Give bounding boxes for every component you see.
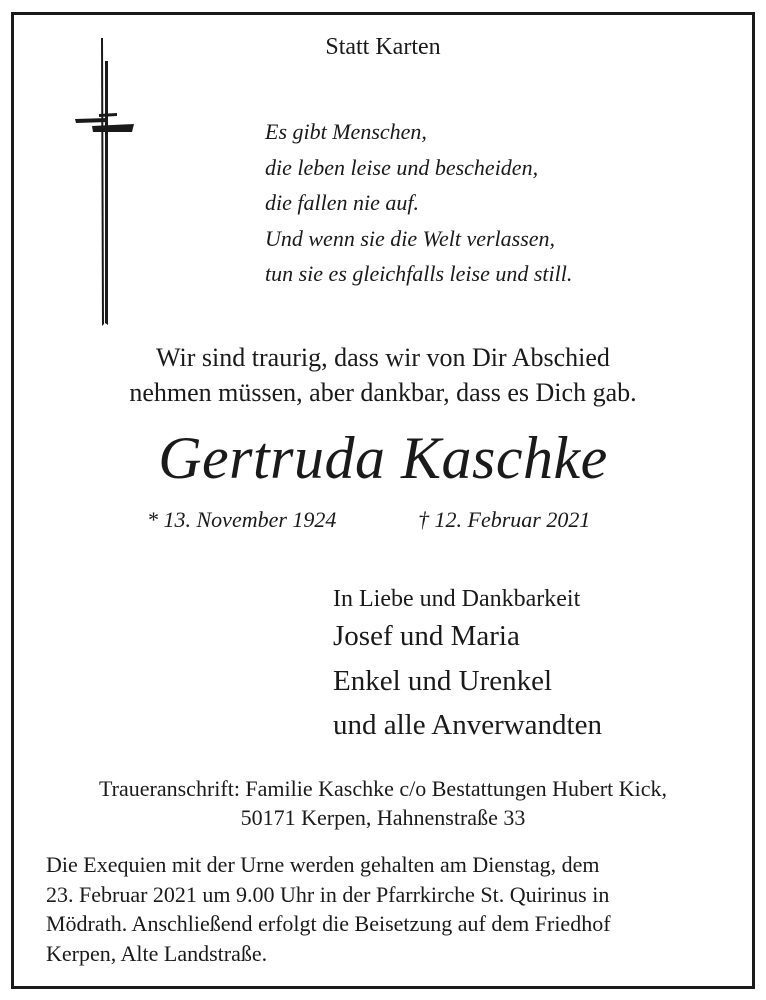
mourning-address: [0, 774, 766, 832]
poem-line: Es gibt Menschen,: [265, 119, 427, 144]
birth-date: * 13. November 1924: [147, 507, 337, 532]
family-intro: In Liebe und Dankbarkeit: [333, 586, 581, 612]
address-line: Traueranschrift: Familie Kaschke c/o Bestattungen Hubert Kick,: [99, 776, 667, 801]
deceased-name: Gertruda Kaschke: [158, 425, 608, 491]
exequies-line: Kerpen, Alte Landstraße.: [46, 940, 268, 966]
address-line: 50171 Kerpen, Hahnenstraße 33: [240, 805, 526, 830]
poem-line: Und wenn sie die Welt verlassen,: [265, 225, 556, 251]
notice-header: Statt Karten: [325, 34, 441, 60]
poem: [265, 114, 572, 292]
exequies-line: Die Exequien mit der Urne werden gehalten am Dienstag, dem: [46, 852, 600, 877]
exequies-text: [46, 850, 611, 968]
intro-text: [0, 340, 766, 410]
poem-line: die fallen nie auf.: [265, 190, 419, 215]
family-line: Enkel und Urenkel: [333, 665, 553, 697]
exequies-line: Mödrath. Anschließend erfolgt die Beisetzung auf dem Friedhof: [46, 911, 611, 936]
exequies-line: 23. Februar 2021 um 9.00 Uhr in der Pfarrkirche St. Quirinus in: [46, 881, 610, 907]
death-date: † 12. Februar 2021: [418, 507, 591, 532]
intro-line: Wir sind traurig, dass wir von Dir Abschied: [156, 343, 610, 372]
life-dates: [0, 507, 766, 537]
intro-line: nehmen müssen, aber dankbar, dass es Dich gab.: [129, 378, 637, 407]
poem-line: tun sie es gleichfalls leise und still.: [265, 261, 573, 286]
cross-icon: [70, 36, 140, 328]
family-line: Josef und Maria: [333, 620, 520, 652]
poem-line: die leben leise und bescheiden,: [265, 154, 539, 180]
family-line: und alle Anverwandten: [333, 709, 602, 741]
